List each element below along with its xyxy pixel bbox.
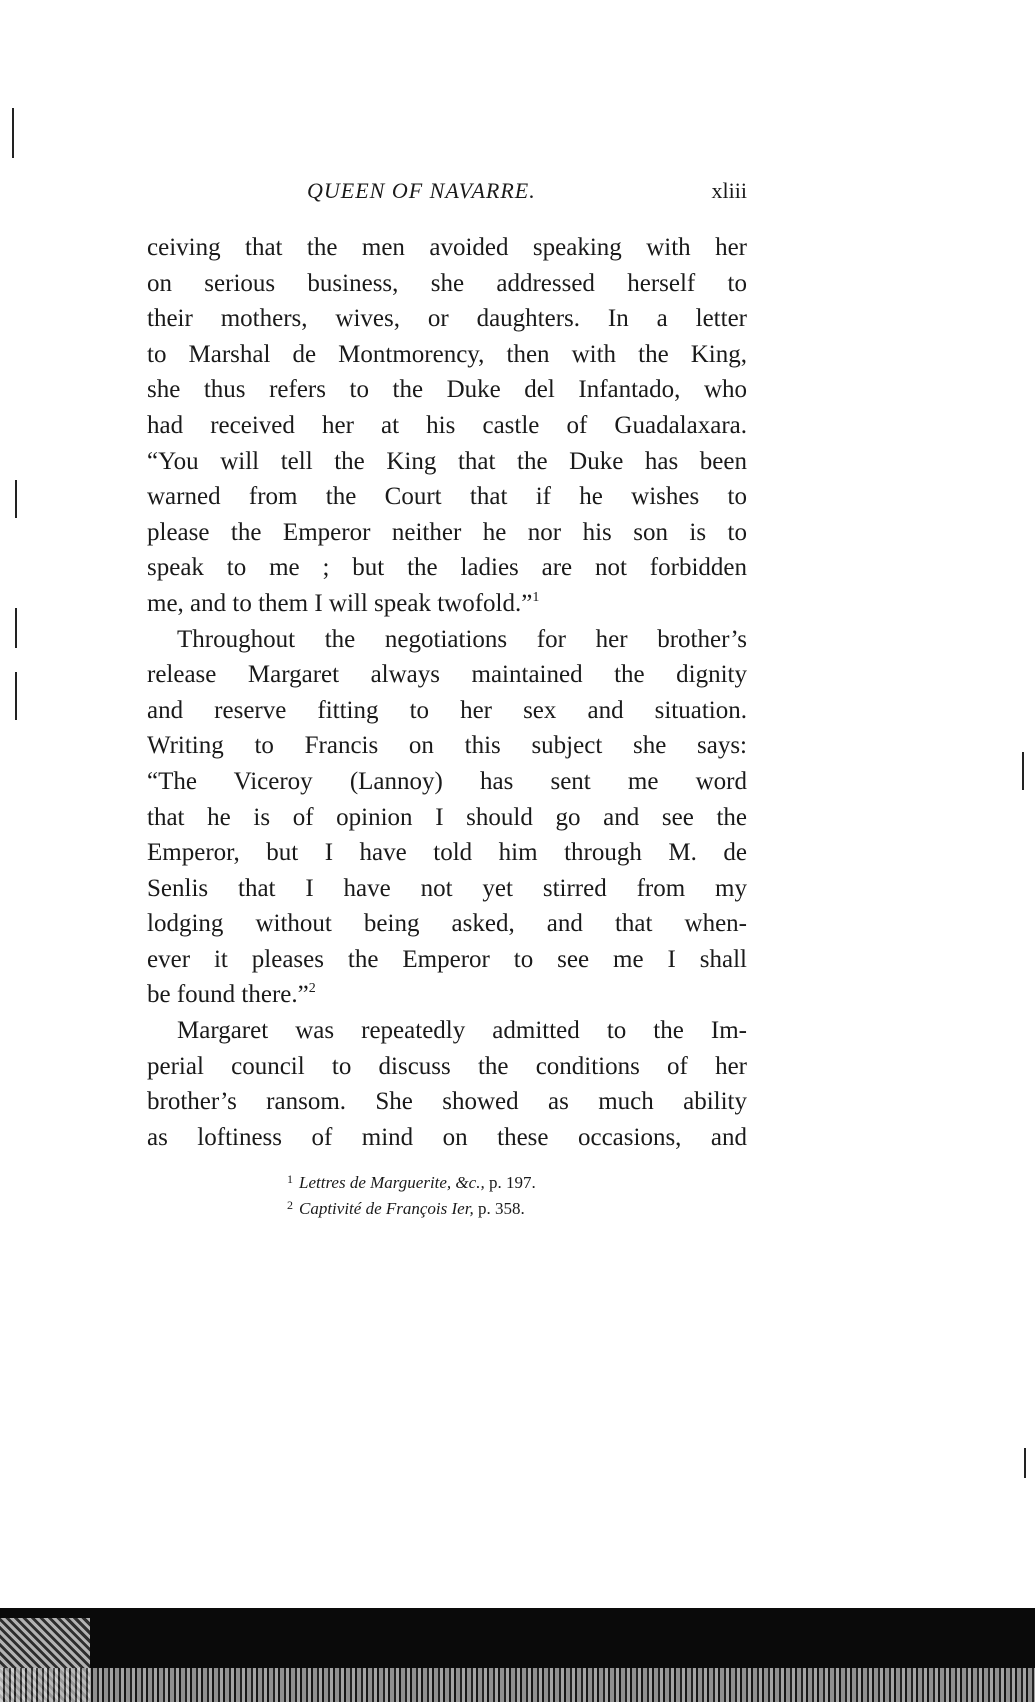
text-line: their mothers, wives, or daughters. In a letter xyxy=(147,305,747,333)
footnote-marker: 1 xyxy=(287,1172,293,1186)
footnote-ref: 2 xyxy=(308,981,316,997)
text-line: be found there.”$^2$ xyxy=(147,981,316,1009)
text-line: on serious business, she addressed herself to xyxy=(147,269,747,297)
text-line: perial council to discuss the conditions of her xyxy=(147,1052,747,1080)
footnote-ref-text: p. 197. xyxy=(484,1173,536,1192)
footnote xyxy=(287,1194,747,1220)
text-line: that he is of opinion I should go and see the xyxy=(147,803,747,831)
text-line: as loftiness of mind on these occasions, and xyxy=(147,1123,747,1151)
footnotes xyxy=(287,1168,747,1220)
footnote-ref-text: p. 358. xyxy=(473,1199,525,1218)
text-line: warned from the Court that if he wishes to xyxy=(147,483,747,511)
footnote-title: Captivité de François Ier, xyxy=(299,1199,474,1218)
page-number: xliii xyxy=(711,178,747,203)
scan-mark xyxy=(1024,1448,1026,1478)
text-line: ceiving that the men avoided speaking with her xyxy=(147,234,747,261)
scan-mark xyxy=(15,480,17,518)
scan-mark xyxy=(15,608,17,648)
page-header xyxy=(147,178,747,214)
text-line: release Margaret always maintained the dignity xyxy=(147,661,747,689)
text-line: ever it pleases the Emperor to see me I shall xyxy=(147,945,747,973)
text-line: brother’s ransom. She showed as much ability xyxy=(147,1088,747,1116)
scan-noise xyxy=(0,1668,1035,1702)
text-line: lodging without being asked, and that when- xyxy=(147,910,747,938)
text-line: and reserve fitting to her sex and situation. xyxy=(147,696,747,724)
scan-mark xyxy=(12,108,14,158)
text-line: Margaret was repeatedly admitted to the Im- xyxy=(177,1017,747,1045)
footnote-title: Lettres de Marguerite, &c., xyxy=(299,1173,485,1192)
text-line: had received her at his castle of Guadalaxara. xyxy=(147,411,747,439)
text-line: “The Viceroy (Lannoy) has sent me word xyxy=(147,767,747,795)
footnote-ref: 1 xyxy=(532,589,540,605)
text-line: to Marshal de Montmorency, then with the King, xyxy=(147,340,747,368)
text-line: Writing to Francis on this subject she says: xyxy=(147,732,747,760)
footnote xyxy=(287,1168,747,1194)
text-line: please the Emperor neither he nor his son is to xyxy=(147,518,747,546)
body-text xyxy=(147,230,747,1155)
running-head: QUEEN OF NAVARRE. xyxy=(307,178,536,203)
text-line: Throughout the negotiations for her brother’s xyxy=(177,625,747,653)
text-line: Senlis that I have not yet stirred from my xyxy=(147,874,747,902)
text-line: Emperor, but I have told him through M. de xyxy=(147,839,747,867)
text-line: she thus refers to the Duke del Infantado, who xyxy=(147,376,747,404)
text-line: speak to me ; but the ladies are not forbidden xyxy=(147,554,747,582)
scan-border xyxy=(0,1608,1035,1702)
text-line: me, and to them I will speak twofold.”$^1$ xyxy=(147,589,540,617)
text-line: “You will tell the King that the Duke has been xyxy=(147,447,747,475)
scan-mark xyxy=(1022,752,1024,790)
footnote-marker: 2 xyxy=(287,1198,293,1212)
scan-mark xyxy=(15,672,17,720)
